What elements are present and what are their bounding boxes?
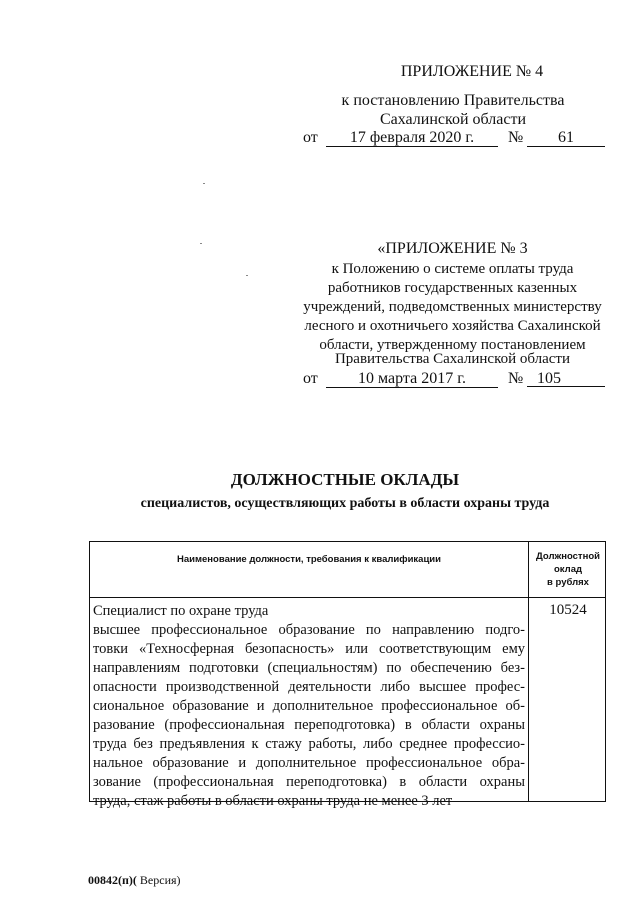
table-header-divider <box>90 597 605 598</box>
document-code-footer <box>88 873 181 888</box>
date-field: 10 марта 2017 г. <box>326 369 498 388</box>
requirements-line: труда без предъявления к стажу работы, либо среднее профессио- <box>93 736 525 752</box>
salary-value: 10524 <box>549 602 587 618</box>
scan-speck <box>246 275 248 276</box>
salary-header-line: в рублях <box>547 577 589 588</box>
requirements-line: нальное образование и дополнительное профессиональное обра- <box>93 755 525 771</box>
salary-header-line: оклад <box>553 564 583 575</box>
appendix4-title: ПРИЛОЖЕНИЕ № 4 <box>400 63 544 80</box>
requirements-line: направлениям подготовки (специальностям) по обеспечению без- <box>93 660 525 676</box>
requirements-line: опасности производственной деятельности либо высшее профес- <box>93 679 525 695</box>
document-subtitle: специалистов, осуществляющих работы в области охраны труда <box>140 496 550 511</box>
number-label: № <box>508 129 524 146</box>
salary-header-line: Должностной <box>536 551 600 562</box>
appendix3-line: области, утвержденному постановлением <box>319 337 586 353</box>
from-label: от <box>303 370 318 387</box>
appendix4-line1: к постановлению Правительства <box>341 92 565 109</box>
document-title: ДОЛЖНОСТНЫЕ ОКЛАДЫ <box>230 470 460 489</box>
appendix3-line: работников государственных казенных <box>327 280 578 296</box>
appendix4-line2: Сахалинской области <box>379 111 527 128</box>
requirements-line: труда, стаж работы в области охраны труда не менее 3 лет <box>93 793 453 809</box>
appendix3-line: лесного и охотничьего хозяйства Сахалинской <box>304 318 601 334</box>
position-name: Специалист по охране труда <box>93 603 269 619</box>
appendix4-signature-row <box>0 128 640 148</box>
requirements-line: зование (профессиональная переподготовка) в области охраны <box>93 774 525 790</box>
position-column-header: Наименование должности, требования к квалификации <box>177 554 441 565</box>
number-label: № <box>508 370 524 387</box>
number-field: 61 <box>527 128 605 147</box>
document-code: 00842(п)( <box>88 873 137 887</box>
salary-column-header <box>529 550 607 589</box>
scan-speck <box>203 183 205 184</box>
number-field: 105 <box>527 369 605 387</box>
requirements-line: разование (профессиональная переподготовка) в области охраны <box>93 717 525 733</box>
appendix3-line: учреждений, подведомственных министерству <box>303 299 602 315</box>
appendix3-line: к Положению о системе оплаты труда <box>331 261 574 277</box>
requirements-line: товки «Техносферная безопасность» или соответствующим ему <box>93 641 525 657</box>
appendix3-signature-row <box>0 369 640 389</box>
from-label: от <box>303 129 318 146</box>
requirements-line: сиональное образование и дополнительное профессиональное об- <box>93 698 525 714</box>
requirements-line: высшее профессиональное образование по направлению подго- <box>93 622 525 638</box>
date-field: 17 февраля 2020 г. <box>326 128 498 147</box>
position-requirements-cell <box>93 602 525 811</box>
scan-speck <box>200 243 202 244</box>
salary-table <box>89 541 606 809</box>
appendix3-line: Правительства Сахалинской области <box>334 351 571 367</box>
document-version: Версия) <box>136 873 181 887</box>
appendix3-title: «ПРИЛОЖЕНИЕ № 3 <box>377 240 528 257</box>
